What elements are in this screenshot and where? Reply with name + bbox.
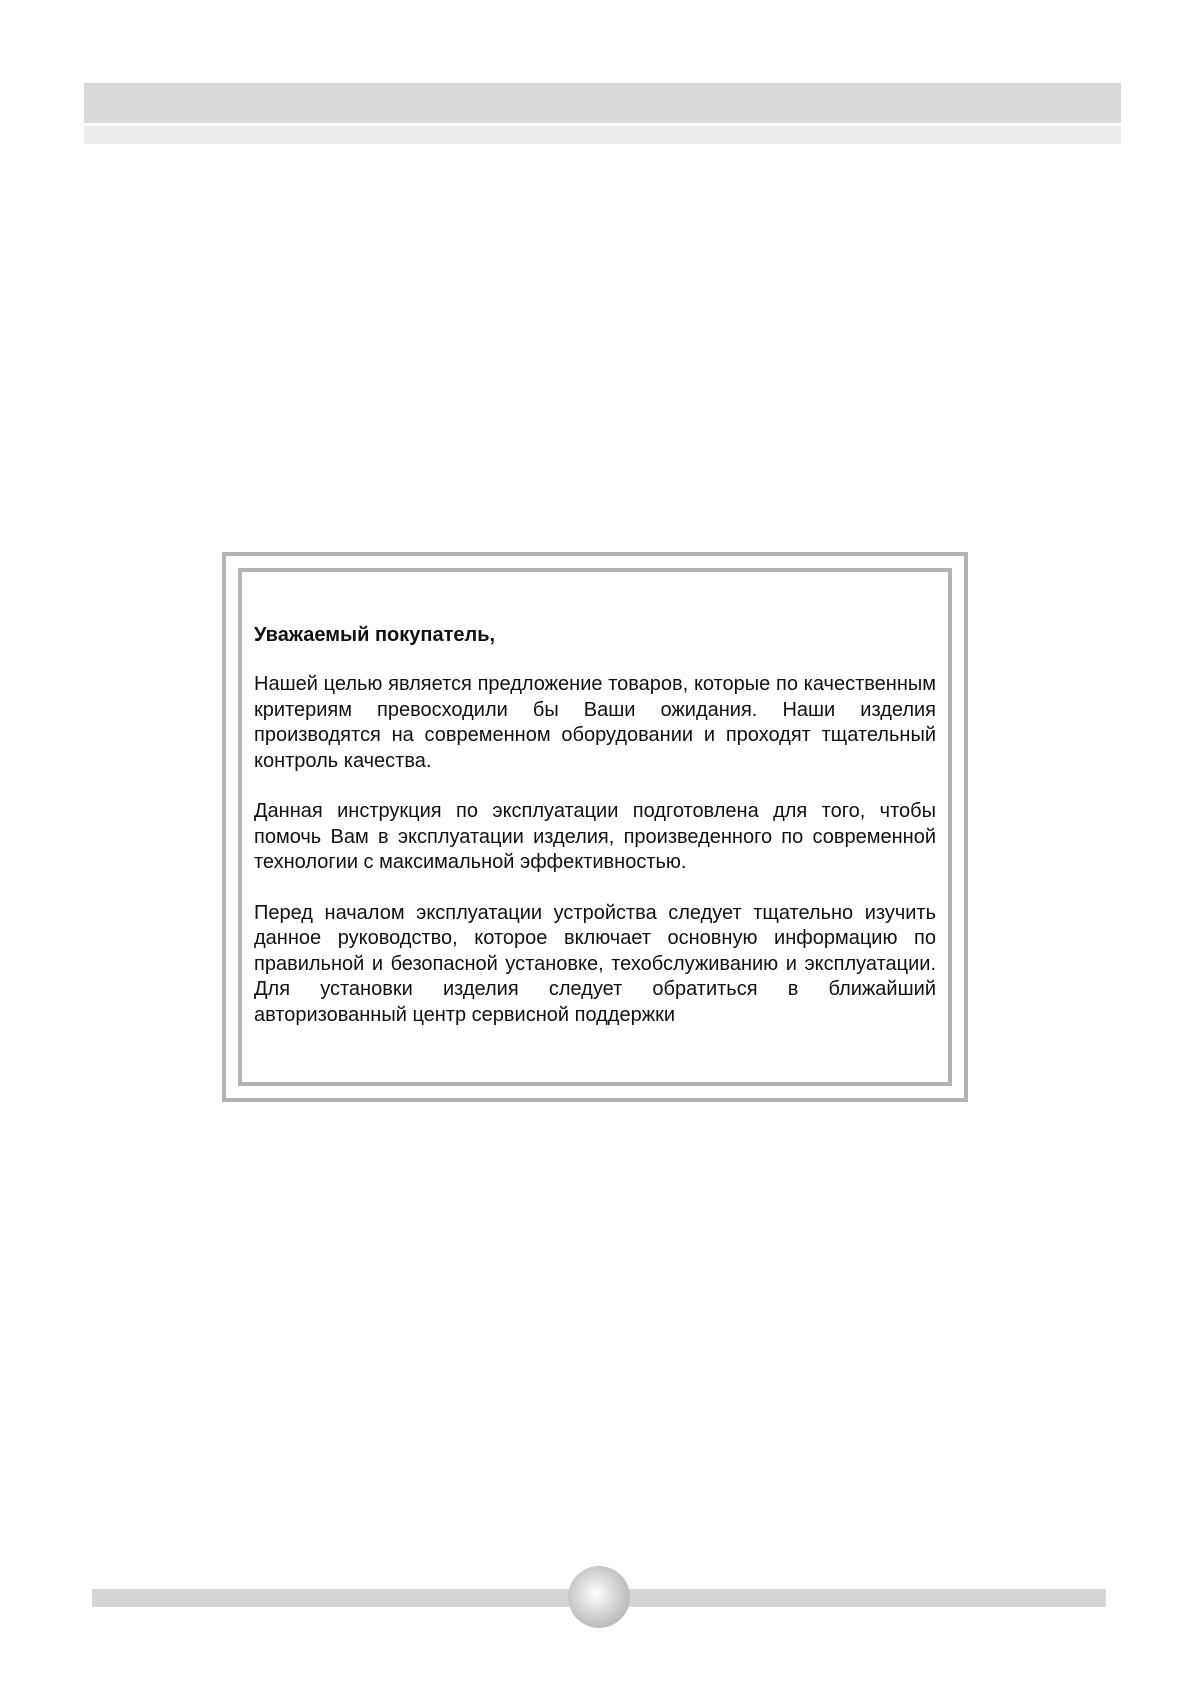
header-strip	[84, 126, 1121, 144]
header-band	[84, 83, 1121, 123]
notice-paragraph-1: Нашей целью является предложение товаров, которые по качественным критериям превосходили бы Ваши ожидания. Наши изделия производятся на современном оборудовании и проходят тщательный контроль качества.	[254, 673, 936, 772]
notice-frame	[222, 552, 968, 1102]
notice-paragraph-2: Данная инструкция по эксплуатации подготовлена для того, чтобы помочь Вам в эксплуатации изделия, произведенного по современной технологии с максимальной эффективностью.	[254, 800, 936, 873]
page-number-badge	[568, 1566, 630, 1628]
page-number: ·	[596, 1589, 602, 1605]
notice-greeting: Уважаемый покупатель,	[254, 624, 496, 646]
notice-paragraph-3: Перед началом эксплуатации устройства следует тщательно изучить данное руководство, которое включает основную информацию по правильной и безопасной установке, техобслуживанию и эксплуатации. Для установки изделия следует обратиться в ближайший авторизованный центр сервисной поддержки	[254, 901, 936, 1026]
notice-frame-inner	[238, 568, 952, 1086]
